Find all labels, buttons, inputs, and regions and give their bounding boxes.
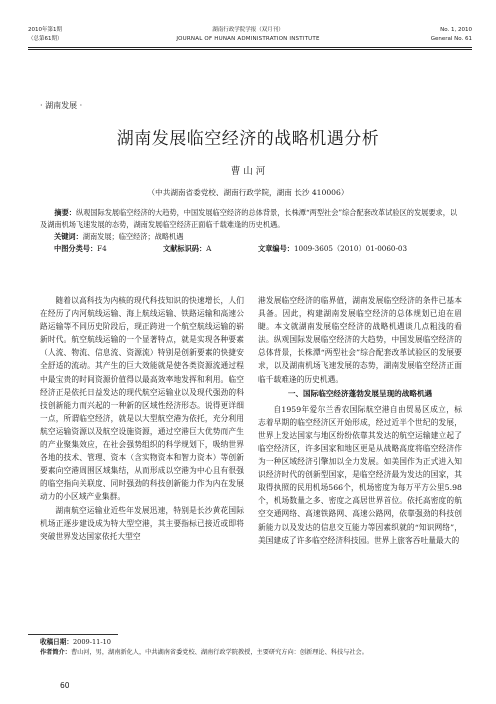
doc-code-label: 文献标识码： (163, 244, 207, 253)
header-rule-bottom (28, 49, 472, 50)
body-paragraph: 港发展临空经济的临界值，湖南发展临空经济的条件已基本具备。因此，构建湖南发展临空经济的总体规划已迫在眉睫。本文就湖南发展临空经济的战略机遇谈几点粗浅的看法。纵观国际发展临空经济的大趋势，中国发展临空经济的总体背景，长株潭“两型社会”综合配套改革试验区的发展要求，以及湖南机场飞速发展的态势，湖南发展临空经济正面临千载难逢的历史机遇。 (258, 296, 462, 384)
doc-code-value: A (206, 244, 212, 253)
section-tag: · 湖南发展 · (40, 101, 83, 110)
clc-label: 中图分类号： (54, 244, 98, 253)
header-rule-top (28, 47, 472, 48)
author-bio (40, 648, 480, 658)
author-affiliation: （中共湖南省委党校、湖南行政学院，湖南 长沙 410006） (147, 188, 349, 197)
abstract-text: 纵观国际发展临空经济的大趋势，中国发展临空经济的总体背景，长株潭“两型社会”综合配套改革试验区的发展要求，以及湖南机场飞速发展的态势，湖南发展临空经济正面临千载难逢的历史机遇。 (40, 208, 458, 229)
header-journal-en: JOURNAL OF HUNAN ADMINISTRATION INSTITUTE (176, 36, 320, 42)
section-heading: 一、国际临空经济蓬勃发展呈现的战略机遇 (287, 388, 433, 398)
author-bio-text: 曹山河，男，湖南新化人，中共湖南省委党校、湖南行政学院教授，主要研究方向：创新理论、科技与社会。 (70, 649, 368, 656)
page-number: 60 (60, 681, 70, 690)
header-journal-cn: 湖南行政学院学报（双月刊） (212, 27, 284, 33)
body-paragraph: 自1959年爱尔兰香农国际航空港自由贸易区成立，标志着早期的临空经济区开始形成，经过近半个世纪的发展，世界上发达国家与地区纷纷依靠其发达的航空运输建立起了临空经济区，许多国家和地区更是从战略高度将临空经济作为一种区域经济引擎加以全力发展。如美国作为正式进入知识经济时代的创新型国家，是临空经济最为发达的国家，其取得执照的民用机场566个，机场密度为每万平方公里5.98个，机场数量之多、密度之高居世界首位。依托高密度的航空交通网络、高速铁路网、高速公路网，依靠强劲的科技创新能力以及发达的信息交互能力等因素织就的“知识网络”，美国建成了许多临空经济科技园。世界上旅客吞吐量最大的 (258, 404, 462, 545)
article-no-value: 1009-3605（2010）01-0060-03 (293, 244, 408, 253)
abstract (40, 207, 460, 230)
body-paragraph: 随着以高科技为内核的现代科技知识的快速增长，人们在经历了内河航线运输、海上航线运输、铁路运输和高速公路运输等不同历史阶段后，现正跨进一个航空航线运输的崭新时代。航空航线运输的一个显著特点，就是实现各种要素（人流、物流、信息流、资源流）特别是创新要素的快捷安全舒适的流动。其产生的巨大效能就是使各类资源流通过程中最宝贵的时间资源价值得以最高效率地发挥和利用。临空经济正是依托日益发达的现代航空运输业以及现代强劲的科技创新能力而兴起的一种新的区域性经济形态。说得更详细一点，所谓临空经济，就是以大型航空港为依托，充分利用航空运输资源以及航空设施资源，通过空港巨大优势而产生的产业聚集效应，在社会强势组织的科学规划下，吸纳世界各地的技术、管理、资本（含实物资本和智力资本）等创新要素向空港周围区域集结，从而形成以空港为中心且有很强的临空指向关联度、同时强劲的科技创新能力作为内在发展动力的小区域产业集群。 (40, 296, 244, 502)
received-date (40, 637, 111, 647)
article-number (258, 243, 407, 255)
document-code (163, 243, 211, 255)
classification-number (54, 243, 107, 255)
keywords-text: 湖南发展；临空经济；战略机遇 (82, 232, 184, 241)
article-no-label: 文章编号： (258, 244, 294, 253)
received-label: 收稿日期： (40, 638, 73, 646)
footnote-rule (28, 634, 118, 635)
body-right-column (258, 294, 462, 547)
body-left-column (40, 294, 244, 543)
received-value: 2009-11-10 (72, 638, 111, 646)
paper-title: 湖南发展临空经济的战略机遇分析 (116, 129, 380, 149)
keywords-label: 关键词： (54, 232, 83, 241)
author-name: 曹 山 河 (230, 166, 266, 177)
author-bio-label: 作者简介： (40, 649, 71, 656)
abstract-label: 摘要： (54, 208, 76, 217)
header-issue: 2010年第1期 (28, 27, 62, 33)
header-general-number: General No. 61 (430, 36, 472, 42)
clc-value: F4 (97, 244, 107, 253)
keywords (54, 231, 183, 243)
header-total-issue: （总第61期） (28, 36, 63, 42)
header-number: No. 1, 2010 (440, 27, 472, 33)
body-paragraph: 湖南航空运输业近些年发展迅速，特别是长沙黄花国际机场正逐步建设成为特大型空港，其主要指标已接近或即将突破世界发达国家依托大型空 (40, 505, 244, 541)
